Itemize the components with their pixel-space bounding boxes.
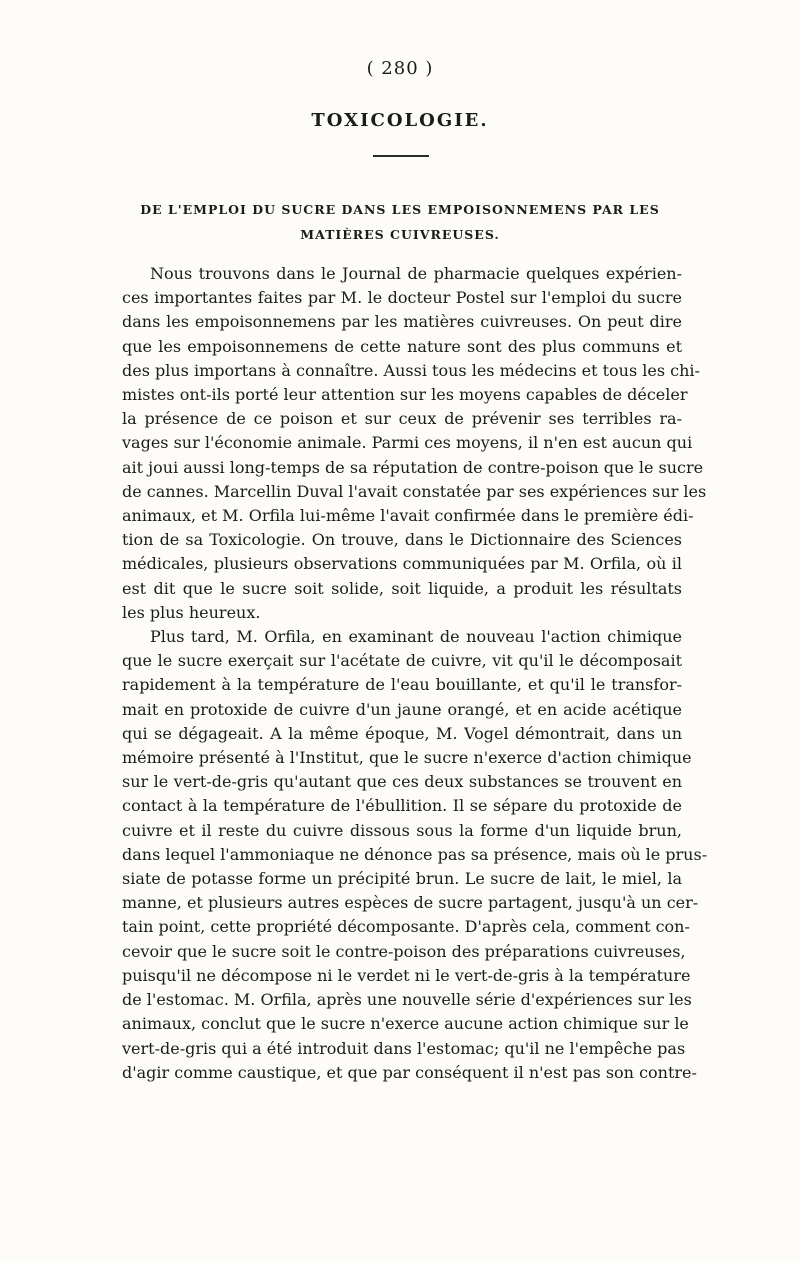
text-line: d'agir comme caustique, et que par conséquent il n'est pas son contre- <box>122 1062 697 1082</box>
text-line: tain point, cette propriété décomposante. D'après cela, comment con- <box>122 917 690 937</box>
text-line: Nous trouvons dans le Journal de pharmacie quelques expérien- <box>150 264 682 283</box>
text-line: contact à la température de l'ébullition. Il se sépare du protoxide de <box>122 796 682 816</box>
text-line: les plus heureux. <box>122 602 261 622</box>
text-line: tion de sa Toxicologie. On trouve, dans le Dictionnaire des Sciences <box>122 530 682 550</box>
text-line: mémoire présenté à l'Institut, que le sucre n'exerce d'action chimique <box>122 748 692 768</box>
section-title: TOXICOLOGIE. <box>311 110 489 131</box>
text-line: animaux, et M. Orfila lui-même l'avait confirmée dans le première édi- <box>122 506 694 526</box>
text-line: manne, et plusieurs autres espèces de sucre partagent, jusqu'à un cer- <box>122 893 699 913</box>
text-line: médicales, plusieurs observations communiquées par M. Orfila, où il <box>122 554 682 574</box>
text-line: siate de potasse forme un précipité brun. Le sucre de lait, le miel, la <box>122 869 682 889</box>
text-line: animaux, conclut que le sucre n'exerce aucune action chimique sur le <box>122 1014 689 1034</box>
text-line: Plus tard, M. Orfila, en examinant de nouveau l'action chimique <box>150 627 682 647</box>
text-line: dans lequel l'ammoniaque ne dénonce pas sa présence, mais où le prus- <box>122 844 708 864</box>
text-line: cuivre et il reste du cuivre dissous sous la forme d'un liquide brun, <box>122 820 682 840</box>
text-line: vages sur l'économie animale. Parmi ces moyens, il n'en est aucun qui <box>122 433 693 453</box>
article-heading-line: DE L'EMPLOI DU SUCRE DANS LES EMPOISONNEMENS PAR LES <box>140 202 660 217</box>
paragraph <box>122 625 708 1085</box>
text-line: de l'estomac. M. Orfila, après une nouvelle série d'expériences sur les <box>122 990 692 1010</box>
text-line: cevoir que le sucre soit le contre-poison des préparations cuivreuses, <box>122 941 686 961</box>
text-line: rapidement à la température de l'eau bouillante, et qu'il le transfor- <box>122 675 682 695</box>
article-heading <box>118 197 682 247</box>
article-heading-line: MATIÈRES CUIVREUSES. <box>300 227 500 242</box>
text-line: des plus importans à connaître. Aussi tous les médecins et tous les chi- <box>122 360 700 380</box>
text-line: mait en protoxide de cuivre d'un jaune orangé, et en acide acétique <box>122 699 682 719</box>
text-line: est dit que le sucre soit solide, soit liquide, a produit les résultats <box>122 578 682 598</box>
text-line: sur le vert-de-gris qu'autant que ces deux substances se trouvent en <box>122 772 682 792</box>
text-line: ait joui aussi long-temps de sa réputation de contre-poison que le sucre <box>122 457 704 477</box>
text-line: de cannes. Marcellin Duval l'avait constatée par ses expériences sur les <box>122 481 707 501</box>
text-line: puisqu'il ne décompose ni le verdet ni le vert-de-gris à la température <box>122 965 691 985</box>
text-line: que le sucre exerçait sur l'acétate de cuivre, vit qu'il le décomposait <box>122 651 682 671</box>
text-line: dans les empoisonnemens par les matières cuivreuses. On peut dire <box>122 312 682 332</box>
text-line: ces importantes faites par M. le docteur Postel sur l'emploi du sucre <box>122 288 682 308</box>
text-line: qui se dégageait. A la même époque, M. Vogel démontrait, dans un <box>122 723 682 743</box>
text-line: la présence de ce poison et sur ceux de prévenir ses terribles ra- <box>122 409 682 429</box>
text-line: vert-de-gris qui a été introduit dans l'estomac; qu'il ne l'empêche pas <box>122 1038 686 1058</box>
text-line: que les empoisonnemens de cette nature sont des plus communs et <box>122 336 682 356</box>
text-line: mistes ont-ils porté leur attention sur les moyens capables de déceler <box>122 385 688 405</box>
page-number: ( 280 ) <box>366 58 434 79</box>
paragraph <box>122 262 707 625</box>
title-divider <box>373 155 429 157</box>
article-body <box>122 262 708 1085</box>
